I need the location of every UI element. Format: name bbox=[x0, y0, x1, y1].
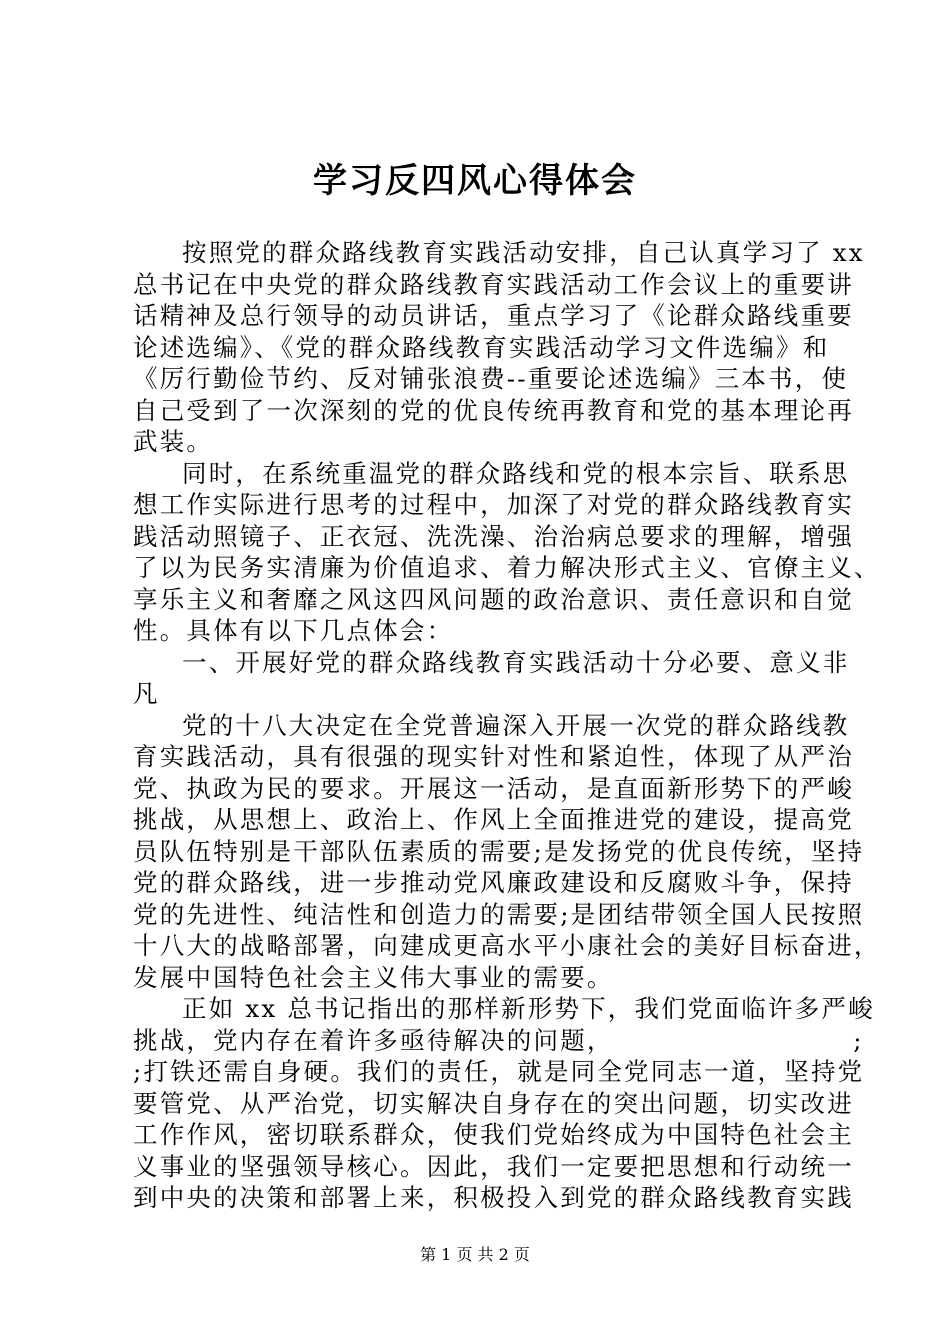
text-line: 党的十八大决定在全党普遍深入开展一次党的群众路线教 bbox=[182, 710, 850, 740]
text-line: 工作作风，密切联系群众，使我们党始终成为中国特色社会主 bbox=[133, 1120, 854, 1149]
text-line: 挑战，从思想上、政治上、作风上全面推进党的建设，提高党 bbox=[133, 805, 854, 834]
text-line: 享乐主义和奢靡之风这四风问题的政治意识、责任意识和自觉 bbox=[133, 584, 854, 614]
text-line: 员队伍特别是干部队伍素质的需要;是发扬党的优良传统，坚持 bbox=[133, 836, 865, 866]
text-line: 自己受到了一次深刻的党的优良传统再教育和党的基本理论再 bbox=[133, 395, 854, 425]
text-line: 总书记在中央党的群众路线教育实践活动工作会议上的重要讲 bbox=[133, 269, 854, 299]
text-line: 同时，在系统重温党的群众路线和党的根本宗旨、联系思 bbox=[182, 458, 850, 488]
paragraph-3 bbox=[133, 710, 881, 994]
text-line: 一、开展好党的群众路线教育实践活动十分必要、意义非 bbox=[182, 647, 850, 677]
document-title: 学习反四风心得体会 bbox=[313, 161, 637, 201]
text-line: 党的群众路线，进一步推动党风廉政建设和反腐败斗争，保持 bbox=[133, 868, 854, 897]
text-line: 到中央的决策和部署上来，积极投入到党的群众路线教育实践 bbox=[133, 1183, 854, 1212]
text-line: 正如 xx 总书记指出的那样新形势下，我们党面临许多严峻 bbox=[182, 994, 875, 1023]
section-heading-1 bbox=[133, 647, 850, 710]
text-line: 凡 bbox=[133, 679, 160, 708]
text-line: 挑战，党内存在着许多亟待解决的问题， ; bbox=[133, 1025, 864, 1055]
text-line: 育实践活动，具有很强的现实针对性和紧迫性，体现了从严治 bbox=[133, 742, 854, 771]
text-line: 想工作实际进行思考的过程中，加深了对党的群众路线教育实 bbox=[133, 490, 854, 519]
text-line: 义事业的坚强领导核心。因此，我们一定要把思想和行动统一 bbox=[133, 1151, 854, 1181]
text-line: 党的先进性、纯洁性和创造力的需要;是团结带领全国人民按照 bbox=[133, 899, 865, 929]
text-line: 践活动照镜子、正衣冠、洗洗澡、治治病总要求的理解，增强 bbox=[133, 521, 854, 551]
text-line: 武装。 bbox=[133, 427, 214, 456]
text-line: 话精神及总行领导的动员讲话，重点学习了《论群众路线重要 bbox=[133, 301, 854, 330]
text-line: 发展中国特色社会主义伟大事业的需要。 bbox=[133, 962, 614, 992]
text-line: 性。具体有以下几点体会： bbox=[133, 616, 454, 645]
text-line: 党、执政为民的要求。开展这一活动，是直面新形势下的严峻 bbox=[133, 773, 854, 803]
text-line: 《厉行勤俭节约、反对铺张浪费--重要论述选编》三本书，使 bbox=[133, 364, 849, 393]
page-footer: 第 1 页 共 2 页 bbox=[420, 1245, 530, 1264]
paragraph-1 bbox=[133, 237, 865, 458]
text-line: 按照党的群众路线教育实践活动安排，自己认真学习了 xx bbox=[182, 238, 865, 267]
text-line: 十八大的战略部署，向建成更高水平小康社会的美好目标奋进， bbox=[133, 931, 881, 960]
text-line: 要管党、从严治党，切实解决自身存在的突出问题，切实改进 bbox=[133, 1088, 854, 1118]
text-line: ;打铁还需自身硬。我们的责任，就是同全党同志一道，坚持党 bbox=[133, 1057, 865, 1086]
text-line: 论述选编》、《党的群众路线教育实践活动学习文件选编》和 bbox=[133, 332, 830, 362]
paragraph-4 bbox=[133, 993, 875, 1214]
text-line: 了以为民务实清廉为价值追求、着力解决形式主义、官僚主义、 bbox=[133, 553, 881, 582]
paragraph-2 bbox=[133, 458, 881, 647]
document-body bbox=[133, 237, 881, 1214]
